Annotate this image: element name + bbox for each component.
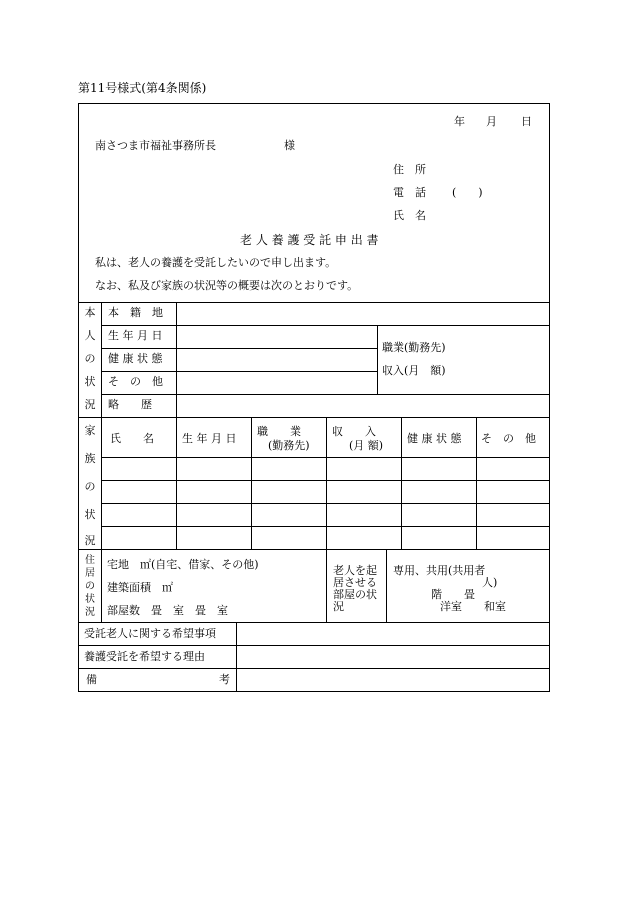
residence-sidebar-divider xyxy=(101,549,102,622)
residence-side-char-2: 居 xyxy=(85,568,95,579)
room-label-line-4: 況 xyxy=(333,600,344,613)
family-row1-bottom xyxy=(101,480,550,481)
room-usage: 専用、共用(共用者 xyxy=(393,564,486,577)
footer-label-divider xyxy=(236,622,237,691)
room-sharers: 人) xyxy=(482,576,498,589)
family-side-char-1: 家 xyxy=(84,424,96,437)
family-side-char-4: 状 xyxy=(84,508,96,521)
footer-top xyxy=(78,622,550,623)
family-col-name: 氏 名 xyxy=(110,432,154,445)
section-family-top xyxy=(78,417,550,418)
self-label-divider xyxy=(176,302,177,418)
self-sidebar-divider xyxy=(101,302,102,549)
residence-side-char-3: の xyxy=(85,581,95,592)
family-header-bottom xyxy=(101,457,550,458)
section-self-top xyxy=(78,302,550,303)
room-floor-tatami: 階 畳 xyxy=(431,588,475,601)
residence-side-char-5: 況 xyxy=(85,607,95,618)
residence-land: 宅地 ㎡(自宅、借家、その他) xyxy=(107,558,259,571)
residence-side-char-1: 住 xyxy=(85,555,95,566)
residence-room-count: 部屋数 畳 室 畳 室 xyxy=(107,604,228,617)
family-col-divider-4 xyxy=(401,417,402,549)
self-other-label: そ の 他 xyxy=(108,375,163,388)
self-row2-bottom xyxy=(101,348,378,349)
family-col-divider-3 xyxy=(326,417,327,549)
room-label-line-1: 老人を起 xyxy=(333,564,377,577)
residence-room-divider-left xyxy=(326,549,327,622)
family-col-divider-1 xyxy=(176,417,177,549)
self-income-label: 収入(月 額) xyxy=(382,364,446,377)
family-side-char-2: 族 xyxy=(84,452,96,465)
residence-room-divider-right xyxy=(386,549,387,622)
document-title: 老 人 養 護 受 託 申 出 書 xyxy=(240,233,379,247)
family-col-other: そ の 他 xyxy=(481,432,536,445)
family-side-char-5: 況 xyxy=(84,534,96,547)
self-side-char-5: 況 xyxy=(84,398,96,411)
self-occupation-label: 職業(勤務先) xyxy=(382,341,446,354)
family-col-divider-5 xyxy=(476,417,477,549)
wishes-label: 受託老人に関する希望事項 xyxy=(84,627,216,640)
outer-left-border xyxy=(78,103,79,692)
self-side-char-3: の xyxy=(84,352,96,365)
residence-building-area: 建築面積 ㎡ xyxy=(107,581,173,594)
outer-bottom-border xyxy=(78,691,550,692)
honseki-label: 本 籍 地 xyxy=(108,306,163,319)
date-month: 月 xyxy=(486,115,497,128)
family-col-birthdate: 生 年 月 日 xyxy=(182,432,237,445)
self-row4-bottom xyxy=(101,394,550,395)
section-residence-top xyxy=(78,549,550,550)
self-birthdate-label: 生 年 月 日 xyxy=(108,329,163,342)
outer-top-border xyxy=(78,103,550,104)
self-side-char-4: 状 xyxy=(84,375,96,388)
honorific: 様 xyxy=(284,139,295,152)
self-row3-bottom xyxy=(101,371,378,372)
address-label: 住 所 xyxy=(393,163,426,176)
family-row2-bottom xyxy=(101,503,550,504)
self-occupation-divider xyxy=(377,325,378,394)
self-row1-bottom xyxy=(101,325,550,326)
family-col-health: 健 康 状 態 xyxy=(407,432,462,445)
family-col-income-bottom: (月 額) xyxy=(349,439,384,452)
addressee: 南さつま市福祉事務所長 xyxy=(95,139,216,152)
room-label-line-2: 居させる xyxy=(333,576,377,589)
footer-row2-bottom xyxy=(78,668,550,669)
reason-label: 養護受託を希望する理由 xyxy=(84,650,205,663)
self-side-char-1: 本 xyxy=(84,306,96,319)
room-western-japanese: 洋室 和室 xyxy=(440,600,506,613)
residence-side-char-4: 状 xyxy=(85,594,95,605)
form-number: 第11号様式(第4条関係) xyxy=(78,81,207,95)
family-col-job-bottom: (勤務先) xyxy=(268,439,310,452)
room-label-line-3: 部屋の状 xyxy=(333,588,377,601)
family-col-divider-2 xyxy=(251,417,252,549)
remarks-label-left: 備 xyxy=(86,673,97,686)
phone-label: 電 話 xyxy=(393,186,426,199)
date-day: 日 xyxy=(521,115,532,128)
family-row3-bottom xyxy=(101,526,550,527)
family-col-income-top: 収 入 xyxy=(332,425,376,438)
name-label: 氏 名 xyxy=(393,209,426,222)
self-history-label: 略 歴 xyxy=(108,398,152,411)
family-col-job-top: 職 業 xyxy=(257,425,301,438)
self-side-char-2: 人 xyxy=(84,329,96,342)
statement-2: なお、私及び家族の状況等の概要は次のとおりです。 xyxy=(95,279,359,292)
outer-right-border xyxy=(549,103,550,692)
family-side-char-3: の xyxy=(84,480,96,493)
date-year: 年 xyxy=(454,115,465,128)
statement-1: 私は、老人の養護を受託したいので申し出ます。 xyxy=(95,256,337,269)
remarks-label-right: 考 xyxy=(219,673,230,686)
self-health-label: 健 康 状 態 xyxy=(108,352,163,365)
phone-parens: ( ) xyxy=(452,186,483,199)
footer-row1-bottom xyxy=(78,645,550,646)
